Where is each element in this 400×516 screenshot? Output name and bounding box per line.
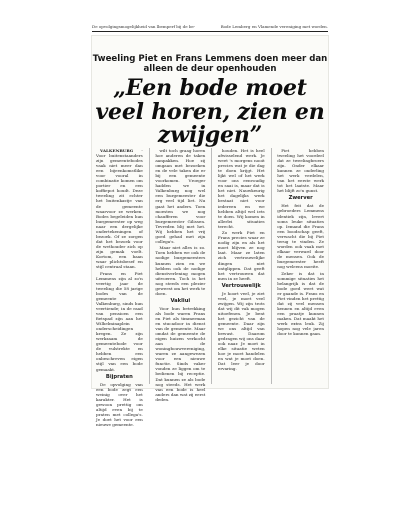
subheading: Bijpraten [105,373,133,380]
paragraph: houden. Het is heel afwisselend werk. Je weet 's morgens nooit precies wat je die dag te doen krijgt. Het lijkt wel of het werk voor ons eenvoudig en saai is, maar dat is het niet. Nauwkeurig het dagelijks werk bestaat niet voor iedereen en we hebben altijd wel iets te doen. Wij komen in allerlei situaties terecht. [217,148,265,229]
paragraph: Maar niet alles is zo. Toen hebben we ook de nodige burgemeesters kunnen zien en we hebben ook de nodige dienstverlening mogen uitvoeren. Toch is het nog steeds een plezier geweest om het werk te doen. [155,245,206,296]
masthead-left-text: De opvolgingsmogelijkheid van lbemperf bij de be- [92,24,196,29]
subheading: Vakliui [170,297,191,304]
article-column-1 [96,148,143,427]
masthead-rule [92,31,328,32]
paragraph: Voor hun betrekking als bode waren Frans en Piet als timmerman en stucadoor in dienst van de gemeente. Maar omdat de gemeente de eigen huizen verkocht aan de woningbouwvereniging, waren ze aangewezen voor een nieuwe functie. Sinds vaker vonden ze liggen om te bedienen bij receptie. Dat kunnen ze als bode nog steeds. Het werk van een bode is heel anders dan wat zij eerst deden. [155,305,206,402]
paragraph: wilt toch graag horen hoe anderen de taken aanpakken. Hoe zij omgaan met bezoeken en de vele taken die er bij een gemeente voorkomen. Vroeger hadden we in Valkenburg nog wel een burgemeester die erg veel tijd liet. Nu gaat het anders. Toen moesten we nog chaufferen voor burgemeester Gilissen. Tevreden blij met het. Wij hebben het vrij goed gehad met zijn collega's. [155,148,206,244]
paragraph: Zo werk Piet en Frans precies waar ze nodig zijn en als het moet blijven ze nog laat. Maar ze laten zich vertrouwelijke dingen niet ontglippen. Dat geeft het vertrouwen dat men in ze heeft. [217,230,265,281]
paragraph: Je hoort veel, je ziet veel, je moet veel zwijgen. Wij zijn trots dat wij dit vak mogen uitoefenen. Je bent het gezicht van de gemeente. Daar zijn we ons altijd van bewust. Daarom gedragen wij ons daar ook naar. Je moet in elke situatie weten hoe je moet handelen en wat je moet doen. Dat leer je door ervaring. [217,290,265,372]
article-kicker: Tweeling Piet en Frans Lemmens doen meer dan alleen de deur openhouden [92,54,328,74]
article-column-4 [277,148,324,384]
article-column-2 [155,148,206,402]
article-column-3 [218,148,265,384]
article-body [96,148,324,427]
paragraph: - Voor buitenstaanders zijn gemeentebodes vaak niet meer dan een bijeenkomstlike voor vooral in combinatie komen om portier en een koffiepot houdt. Deze tweeling zit echter het buitenkastje van de gemeente waarvoor ze werken. Bodes begeleiden hun burgemeester op weg naar een dergelijke ondertekeningen of bezoek. Of ze zorgen dat het bezoek voor de wethouder zich op zijn gemak voelt. Kortom, een baan waar plichtsbesef en stijl centraal staan. [96,148,143,270]
paragraph: Frans en Piet Lemmens zijn al zo'n veertig jaar de tweeling die 58 jarige bodes van de gemeente Valkenburg, sinds hun veertiende; in de raad van pensioen een fietspad zijn aan het Wilhelminaplein onderscheidingen kregen. Ze zijn werkzaam de gemeentebode voor de vulstrekte en hebben een onbeschreven eigen stijl van een bode gemaakt. [96,270,143,372]
column-divider [271,148,272,384]
column-divider [149,148,150,384]
subheading: Vertrouwelijk [221,282,261,289]
masthead-right-text: Bode Lemberg en Vlamende vereniging met worden. [220,24,328,29]
column-divider [211,148,212,384]
article-headline: „Een bode moet veel horen, zien en zwijgen” [95,75,325,148]
subheading: Zwerver [288,195,313,202]
paragraph: Het feit dat de gebroeders Lemmens identiek zijn, levert soms leuke situaties op. Iemand die Frans een boodschap geeft, verwacht die bij Piet terug te vinden. Ze worden ook vaak met elkaar verward door de mensen. Ook de burgemeester heeft nog weleens moeite. [277,203,324,269]
paragraph: Piet hebben tweeling het voordeel dat ze tweelingbroers zijn. Onder elkaar kunnen ze onderling het werk verdelen, van het eerste werk tot het laatste. Maar het blijft zo'n gunst. [277,148,324,194]
dateline: VALKENBURG [100,148,134,153]
paragraph: Zeker is dat in sommige situaties het belangrijk is dat de bode goed weet wat er gaande is. Frans en Piet vinden het prettig dat zij veel mensen kennen en altijd even een praatje kunnen maken. Dat maakt het werk extra leuk. Zij hopen nog vele jaren door te kunnen gaan. [277,270,324,337]
paragraph: De opvolging van een bode zegt een weinig over het karakter. Het is gewoon prettig om altijd even bij te praten met collega's. Je doet het voor een nieuwe gemeente. [96,381,143,427]
